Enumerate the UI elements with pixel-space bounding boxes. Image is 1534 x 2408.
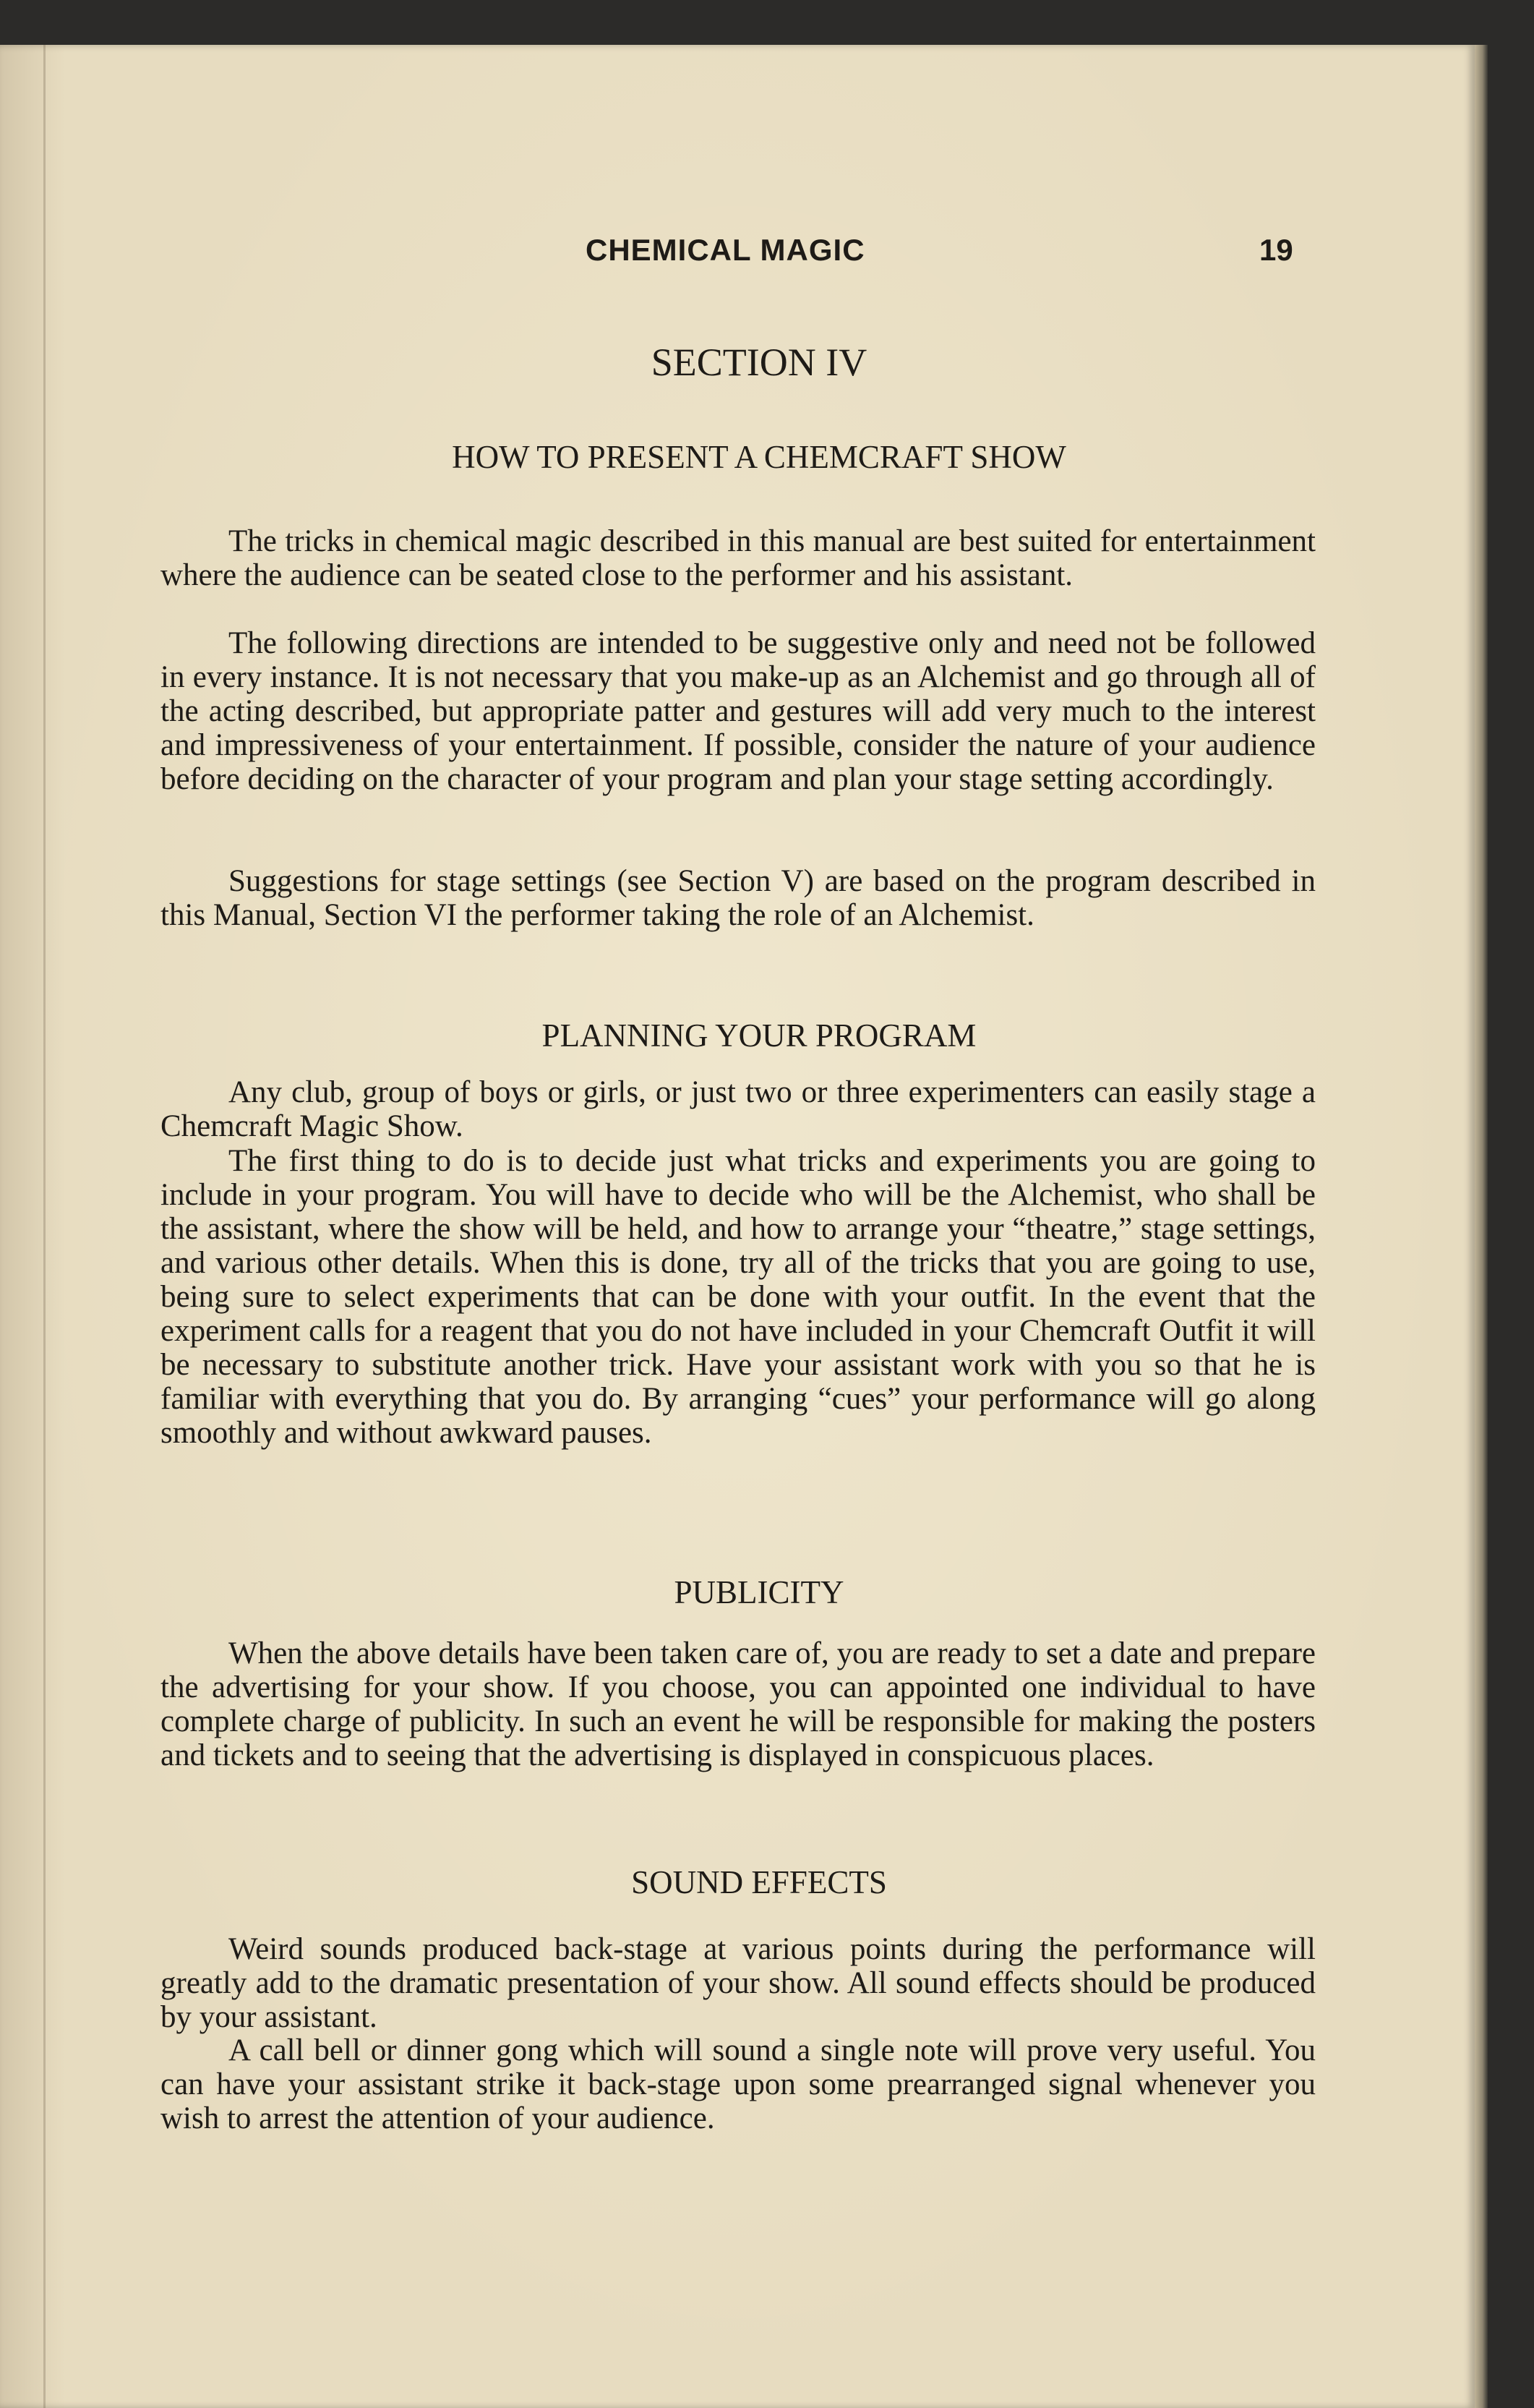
paragraph: Any club, group of boys or girls, or just two or three experimenters can easily stage a Chemcraft Magic Show. [160,1075,1316,1143]
paragraph: The first thing to do is to decide just what tricks and experiments you are going to include in your program. You will have to decide who will be the Alchemist, who shall be the assistant, where the show will be held, and how to arrange your “theatre,” stage settings, and various other details. When this is done, try all of the tricks that you are going to use, being sure to select experiments that can be done with your outfit. In the event that the experiment calls for a reagent that you do not have included in your Chemcraft Outfit it will be necessary to substitute another trick. Have your assistant work with you so that he is familiar with everything that you do. By arranging “cues” your performance will go along smoothly and without awkward pauses. [160,1144,1316,1450]
heading-publicity: PUBLICITY [674,1574,844,1610]
section-number-title: SECTION IV [651,341,867,384]
section-title: HOW TO PRESENT A CHEMCRAFT SHOW [452,439,1066,475]
page-edge [1475,45,1488,2408]
paragraph: When the above details have been taken care of, you are ready to set a date and prepare the advertising for your show. If you choose, you can appointed one individual to have complete charge of publicity. In such an event he will be responsible for making the posters and tickets and to seeing that the advertising is displayed in conspicuous places. [160,1636,1316,1772]
heading-sound-effects: SOUND EFFECTS [631,1864,887,1900]
paragraph: Weird sounds produced back-stage at various points during the performance will greatly add to the dramatic presentation of your show. All sound effects should be produced by your assistant. [160,1932,1316,2034]
paragraph: The following directions are intended to be suggestive only and need not be followed in every instance. It is not necessary that you make-up as an Alchemist and go through all of the acting described, but appropriate patter and gestures will add very much to the interest and impressiveness of your entertainment. If possible, consider the nature of your audience before deciding on the character of your program and plan your stage setting accordingly. [160,626,1316,796]
paragraph: A call bell or dinner gong which will sound a single note will prove very useful. You can have your assistant strike it back-stage upon some prearranged signal whenever you wish to arrest the attention of your audience. [160,2033,1316,2135]
page-number: 19 [1259,233,1293,267]
running-title: CHEMICAL MAGIC [586,233,865,267]
paragraph: The tricks in chemical magic described in this manual are best suited for entertainment where the audience can be seated close to the performer and his assistant. [160,524,1316,592]
gutter-shadow [43,45,46,2408]
paragraph: Suggestions for stage settings (see Section V) are based on the program described in this Manual, Section VI the performer taking the role of an Alchemist. [160,864,1316,932]
heading-planning: PLANNING YOUR PROGRAM [541,1017,977,1054]
